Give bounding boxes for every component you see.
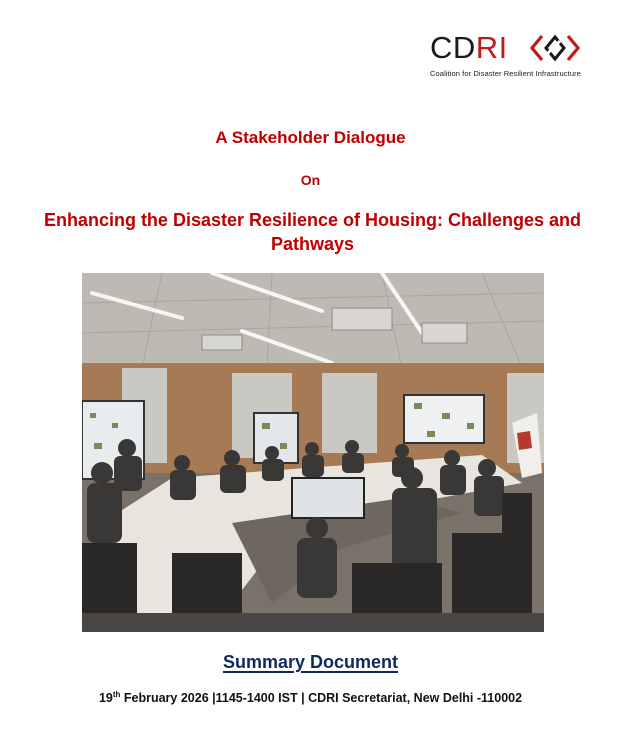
date-day: 19 <box>98 691 113 705</box>
date-details: February 2026 |1145-1400 IST | CDRI Secretariat, New Delhi -110002 <box>120 691 523 705</box>
meeting-room-photo <box>82 273 544 632</box>
dialogue-heading: A Stakeholder Dialogue <box>215 128 406 147</box>
topic-title: Enhancing the Disaster Resilience of Housing: Challenges and Pathways <box>43 210 582 254</box>
meeting-photo-illustration <box>82 273 544 632</box>
logo-tagline: Coalition for Disaster Resilient Infrastructure <box>430 69 581 78</box>
date-suffix: th <box>112 690 121 699</box>
cdri-logo <box>430 30 582 80</box>
summary-document-heading: Summary Document <box>222 652 399 672</box>
event-date-line <box>0 690 621 705</box>
cdri-wordmark: CDRI <box>430 30 508 65</box>
cdri-emblem-icon <box>530 33 580 63</box>
on-label: On <box>300 172 321 188</box>
